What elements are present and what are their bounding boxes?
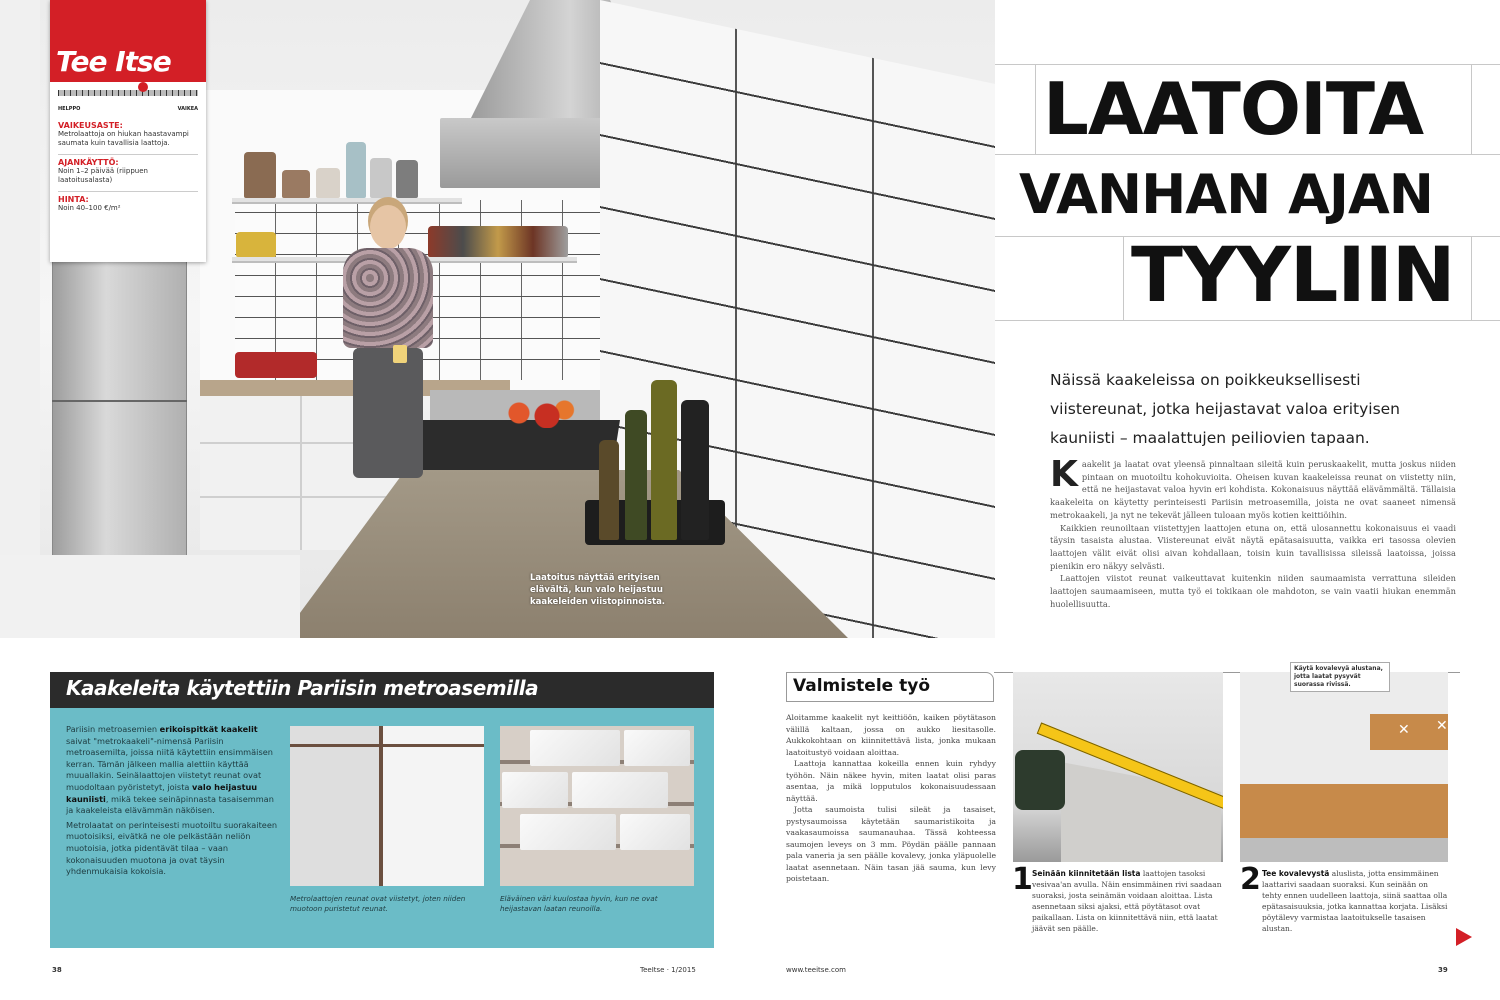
title-line-2: VANHAN AJAN	[1019, 163, 1433, 226]
jar	[282, 170, 310, 198]
body-paragraph-2: Kaikkien reunoiltaan viistettyjen laattojen etuna on, että ulosannettu kokonaisuus ei vaadi täysin tasaista alustaa. Viistereunat eivät näytä epätasaisuutta, vaikka eri tasossa olevien laattojen välit eivät olisi aivan kohdallaan, toisin kuin tavallisissa sileissä laatoissa, joissa pienikin ero näkyy selvästi.	[1050, 522, 1456, 571]
floor	[0, 555, 300, 638]
step-2-text: Tee kovalevystä aluslista, jotta ensimmäinen laattarivi saadaan suoraksi. Kun seinään on tehty ennen uudelleen laattoja, siinä saattaa olla epätasaisuuksia, jotka kannattaa korjata. Lisäksi pöytälevy varmistaa laatoitukselle tasaisen alustan.	[1262, 869, 1448, 933]
scale-right-label: VAIKEA	[177, 106, 198, 112]
body-paragraph-1: aakelit ja laatat ovat yleensä pinnaltaan sileitä kuin peruskaakelit, mutta joskus niiden pintaan on muotoiltu kohokuvioita. Oheisen kuvan kaakeleissa reunat on viistetty niin, että ne heijastavat valoa hyvin eri kohdista. Kokonaisuus näyttää elävämmältä. Tällaisia kaakeleita on käytetty perinteisesti Pariisin metroasemilla, joista ne ovat saaneet nimensä metrokaakeli, ja nyt ne tekevät jälleen tuloaan myös kotien keittiöihin.	[1050, 459, 1456, 520]
woman-sitting	[335, 200, 440, 480]
magazine-name: TeeItse	[640, 966, 665, 974]
jar	[346, 142, 366, 198]
tile-closeup-photo	[290, 726, 484, 886]
jar	[244, 152, 276, 198]
prep-paragraph-2: Laattoja kannattaa kokeilla ennen kuin ryhdyy työhön. Näin näkee hyvin, miten laatat olisi paras asentaa, ja mikä lopputulos kokonaisuudessaan näyttää.	[786, 759, 996, 803]
spice-jars	[428, 226, 568, 257]
tile-stack-caption: Eläväinen väri kuulostaa hyvin, kun ne ovat heijastavan laatan reunoilla.	[500, 894, 658, 913]
cup	[393, 345, 407, 363]
step-1-text: Seinään kiinnitetään lista laattojen tasoksi vesivaa'an avulla. Näin ensimmäinen rivi saadaan suoraksi, josta seinämän voidaan aloittaa. Lista asennetaan siksi ajaksi, että pöytätasot ovat paikallaan. Lista on kiinnitettävä niin, että laatat jäävät sen päälle.	[1032, 869, 1222, 933]
fridge	[52, 260, 187, 560]
red-bread-box	[235, 352, 317, 378]
price-text: Noin 40–100 €/m²	[58, 204, 121, 212]
time-heading: AJANKÄYTTÖ:	[58, 158, 119, 167]
difficulty-scale	[58, 90, 198, 106]
prep-paragraph-3: Jotta saumoista tulisi sileät ja tasaiset, pystysaumoissa käytetään saumaristikoita ja vaakasaumoissa saumanauhaa. Tässä kohteessa saumojen leveys on 3 mm. Pöydän päälle pannaan pala vaneria ja sen päälle kovalevy, jonka yläpuolelle laatat asennetaan. Näin tasan jää sauma, kun levy poistetaan.	[786, 805, 996, 883]
tee-itse-badge	[50, 0, 206, 262]
next-page-arrow-icon[interactable]	[1456, 928, 1472, 946]
difficulty-section	[58, 118, 198, 148]
time-text: Noin 1–2 päivää (riippuen laatoitusalasta)	[58, 167, 148, 184]
jar	[396, 160, 418, 198]
step-1-number: 1	[1012, 862, 1033, 897]
drop-cap: K	[1050, 454, 1078, 495]
difficulty-marker	[138, 82, 148, 92]
drill	[1015, 750, 1065, 810]
lead-paragraph: Näissä kaakeleissa on poikkeuksellisesti viistereunat, jotka heijastavat valoa erityisen kauniisti – maalattujen peiliovien tapaan.	[1050, 371, 1401, 447]
badge-title: Tee Itse	[56, 45, 171, 78]
difficulty-heading: VAIKEUSASTE:	[58, 121, 123, 130]
badge-header	[50, 0, 206, 82]
jar	[370, 158, 392, 198]
title-line-1: LAATOITA	[1043, 67, 1424, 151]
step-2-number: 2	[1240, 862, 1261, 897]
page-number-left: 38	[52, 966, 62, 974]
metro-sidebar-box	[50, 672, 714, 948]
title-line-3: TYYLIIN	[1131, 230, 1455, 319]
article-body	[1050, 454, 1456, 610]
prep-heading: Valmistele työ	[786, 672, 994, 702]
prep-text	[786, 712, 996, 885]
body-paragraph-3: Laattojen viistot reunat vaikeuttavat kuitenkin niiden saumaamista verrattuna sileiden laattojen saumaamiseen, mutta työ ei tokikaan ole mahdoton, se vain vaatii hiukan enemmän huolellisuutta.	[1050, 573, 1456, 609]
metro-heading: Kaakeleita käytettiin Pariisin metroasemilla	[50, 672, 714, 708]
tile-stack-photo	[500, 726, 694, 886]
difficulty-text: Metrolaattoja on hiukan haastavampi saumata kuin tavallisia laattoja.	[58, 130, 189, 147]
price-heading: HINTA:	[58, 195, 89, 204]
prep-paragraph-1: Aloitamme kaakelit nyt keittiöön, kaiken pöytätason välillä kaltaan, jossa on aukko liesitasolle. Aukkokohtaan on kiinnitettävä lista, jonka mukaan laatoitustyö voidaan aloittaa.	[786, 713, 996, 757]
step-2-photo-caption: Käytä kovalevyä alustana, jotta laatat pysyvät suorassa rivissä.	[1290, 662, 1390, 692]
photo-caption: Laatoitus näyttää erityisen elävältä, kun valo heijastuu kaakeleiden viistopinnoista.	[530, 573, 666, 607]
step-2-photo: ✕ ✕	[1240, 672, 1448, 862]
article-title	[995, 60, 1500, 325]
issue-number: 1/2015	[671, 966, 696, 974]
footer-magazine: TeeItse · 1/2015	[640, 966, 696, 974]
jar	[316, 168, 340, 198]
scale-labels	[58, 106, 198, 112]
left-wall	[0, 0, 40, 638]
metro-text: Pariisin metroasemien erikoispitkät kaakelit saivat "metrokaakeli"-nimensä Pariisin metroasemilta, joissa niitä käytettiin ensimmäisen kerran. Tämän jälkeen mallia alettiin käyttää muuallakin. Seinälaattojen viistetyt reunat ovat muodoltaan pyöristetyt, joista valo heijastuu kauniisti, mikä tekee seinäpinnasta tasaisemman ja kaakeleista elävämmän näköisen. Metrolaatat on perinteisesti muotoiltu suorakaiteen muotoisiksi, eivätkä ne ole pelkästään neliön muotoisia, jotka pidentävät tilaa – vaan kokonaisuuden muotona ja ovat täysin yhdenmukaisia kokoisia.	[66, 724, 278, 877]
time-section	[58, 154, 198, 185]
fridge-door-split	[52, 400, 187, 402]
peppers	[505, 398, 575, 428]
step-1-photo	[1013, 672, 1223, 862]
page-number-right: 39	[1438, 966, 1448, 974]
jar	[236, 232, 276, 257]
oil-bottles	[585, 360, 725, 540]
price-section	[58, 191, 198, 213]
footer-url: www.teeitse.com	[786, 966, 846, 974]
scale-left-label: HELPPO	[58, 106, 81, 112]
tile-closeup-caption: Metrolaattojen reunat ovat viistetyt, joten niiden muotoon puristetut reunat.	[290, 894, 466, 913]
